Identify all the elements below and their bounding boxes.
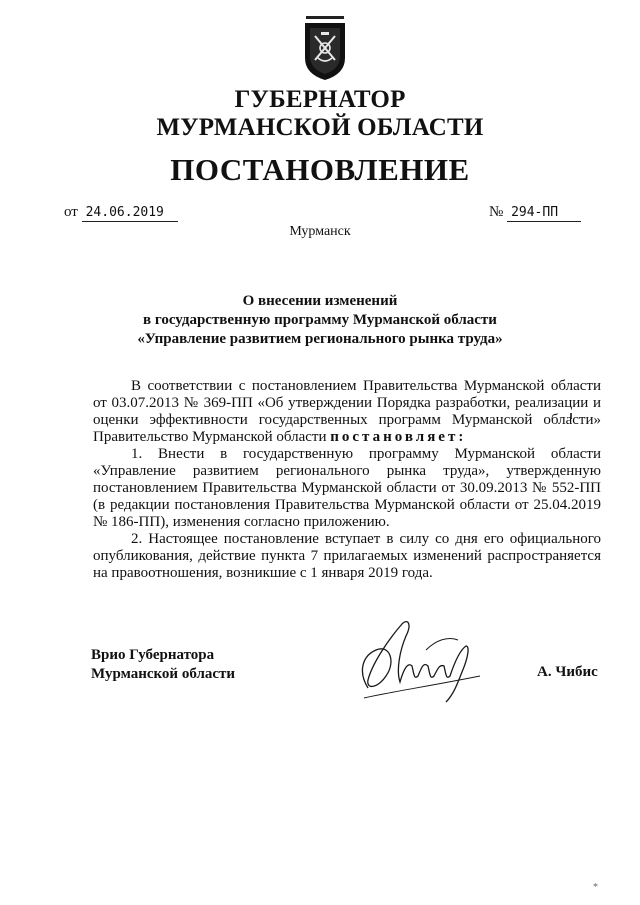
coat-of-arms-icon	[302, 16, 348, 82]
paragraph-1-text: В соответствии с постановлением Правительства Мурманской области от 03.07.2013 № 369-ПП «Об утверждении Порядка разработки, реализации и оценки эффективности государственных программ Мурманской области» Правительство Мурманской области	[93, 378, 601, 445]
signatory-name: А. Чибис	[537, 664, 598, 680]
document-type-heading: ПОСТАНОВЛЕНИЕ	[170, 152, 470, 187]
resolves-emphasis: постановляет:	[330, 429, 467, 445]
city-name: Мурманск	[289, 224, 351, 239]
governor-title-line1: ГУБЕРНАТОР	[234, 86, 406, 113]
number-prefix: №	[489, 204, 504, 220]
subject-line-3: «Управление развитием регионального рынка труда»	[137, 331, 503, 347]
body-paragraph-3: 2. Настоящее постановление вступает в силу со дня его официального опубликования, действие пункта 7 прилагаемых изменений распространяется на правоотношения, возникшие с 1 января 2019 года.	[93, 531, 601, 581]
document-date	[64, 204, 178, 222]
signatory-position	[91, 646, 235, 684]
number-value: 294-ПП	[507, 205, 581, 222]
date-value: 24.06.2019	[82, 205, 178, 222]
subject-line-1: О внесении изменений	[242, 293, 398, 309]
footer-mark: *	[593, 882, 598, 893]
document-body	[93, 378, 601, 582]
position-line-2: Мурманской области	[91, 666, 236, 682]
position-line-1: Врио Губернатора	[91, 647, 215, 663]
body-paragraph-2: 1. Внести в государственную программу Мурманской области «Управление развитием регионального рынка труда», утвержденную постановлением Правительства Мурманской области от 30.09.2013 № 552-ПП (в редакции постановления Правительства Мурманской области от 25.04.2019 № 186-ПП), изменения согласно приложению.	[93, 446, 601, 530]
handwritten-signature	[350, 610, 490, 710]
document-number	[489, 204, 581, 222]
governor-title-line2: МУРМАНСКОЙ ОБЛАСТИ	[156, 114, 484, 141]
date-prefix: от	[64, 204, 78, 220]
body-paragraph-1	[93, 378, 601, 446]
subject-line-2: в государственную программу Мурманской области	[143, 312, 497, 328]
document-subject	[0, 292, 640, 349]
